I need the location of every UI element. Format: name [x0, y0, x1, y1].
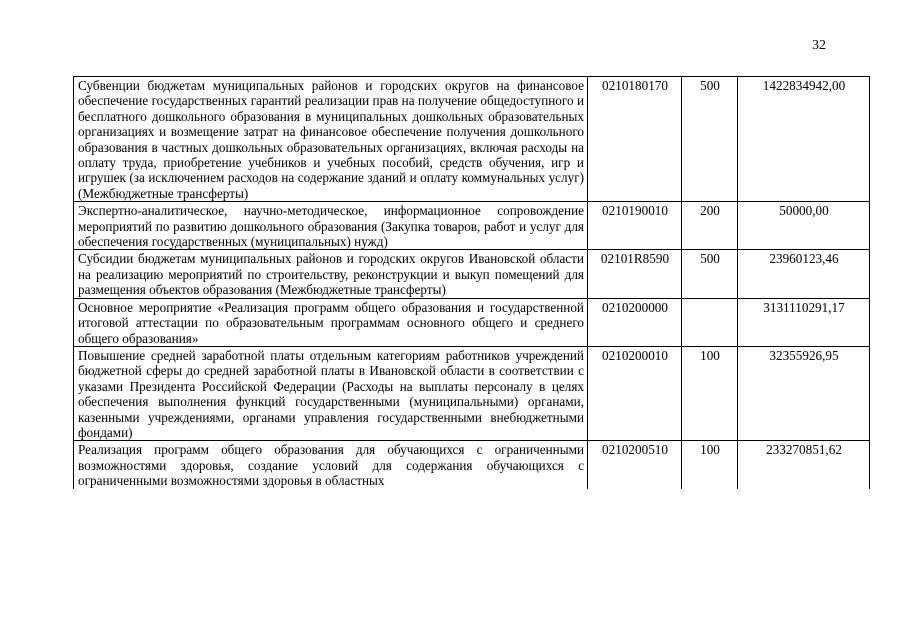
- row-amount: 233270851,62: [738, 441, 870, 489]
- row-description: Субсидии бюджетам муниципальных районов и городских округов Ивановской области на реализацию мероприятий по строительству, реконструкции и выкуп помещений для размещения объектов образования (Межбюджетные трансферты): [74, 250, 588, 298]
- row-expense-type: 100: [682, 441, 738, 489]
- table-row: [74, 202, 870, 250]
- row-target-code: 0210180170: [588, 77, 682, 202]
- row-target-code: 0210190010: [588, 202, 682, 250]
- row-description: Реализация программ общего образования для обучающихся с ограниченными возможностями здоровья, создание условий для содержания обучающихся с ограниченными возможностями здоровья в областных: [74, 441, 588, 489]
- row-expense-type: 500: [682, 77, 738, 202]
- row-amount: 1422834942,00: [738, 77, 870, 202]
- row-target-code: 0210200000: [588, 298, 682, 346]
- row-description: Субвенции бюджетам муниципальных районов и городских округов на финансовое обеспечение государственных гарантий реализации прав на получение общедоступного и бесплатного дошкольного образования в муниципальных дошкольных образовательных организациях и возмещение затрат на финансовое обеспечение получения дошкольного образования в частных дошкольных образовательных организациях, включая расходы на оплату труда, приобретение учебников и учебных пособий, средств обучения, игр и игрушек (за исключением расходов на содержание зданий и оплату коммунальных услуг) (Межбюджетные трансферты): [74, 77, 588, 202]
- row-target-code: 0210200510: [588, 441, 682, 489]
- page-number: 32: [812, 38, 826, 53]
- row-expense-type: 100: [682, 346, 738, 440]
- row-amount: 23960123,46: [738, 250, 870, 298]
- row-amount: 50000,00: [738, 202, 870, 250]
- table-row: [74, 250, 870, 298]
- row-target-code: 0210200010: [588, 346, 682, 440]
- row-description: Повышение средней заработной платы отдельным категориям работников учреждений бюджетной сферы до средней заработной платы в Ивановской области в соответствии с указами Президента Российской Федерации (Расходы на выплаты персоналу в целях обеспечения выполнения функций государственными (муниципальными) органами, казенными учреждениями, органами управления государственными внебюджетными фондами): [74, 346, 588, 440]
- budget-table: [73, 76, 870, 489]
- row-amount: 3131110291,17: [738, 298, 870, 346]
- table-row: [74, 298, 870, 346]
- table-row: [74, 441, 870, 489]
- table-row: [74, 77, 870, 202]
- table-row: [74, 346, 870, 440]
- row-amount: 32355926,95: [738, 346, 870, 440]
- row-target-code: 02101R8590: [588, 250, 682, 298]
- row-expense-type: 500: [682, 250, 738, 298]
- row-expense-type: [682, 298, 738, 346]
- row-description: Экспертно-аналитическое, научно-методическое, информационное сопровождение мероприятий по развитию дошкольного образования (Закупка товаров, работ и услуг для обеспечения государственных (муниципальных) нужд): [74, 202, 588, 250]
- row-description: Основное мероприятие «Реализация программ общего образования и государственной итоговой аттестации по образовательным программам основного общего и среднего общего образования»: [74, 298, 588, 346]
- row-expense-type: 200: [682, 202, 738, 250]
